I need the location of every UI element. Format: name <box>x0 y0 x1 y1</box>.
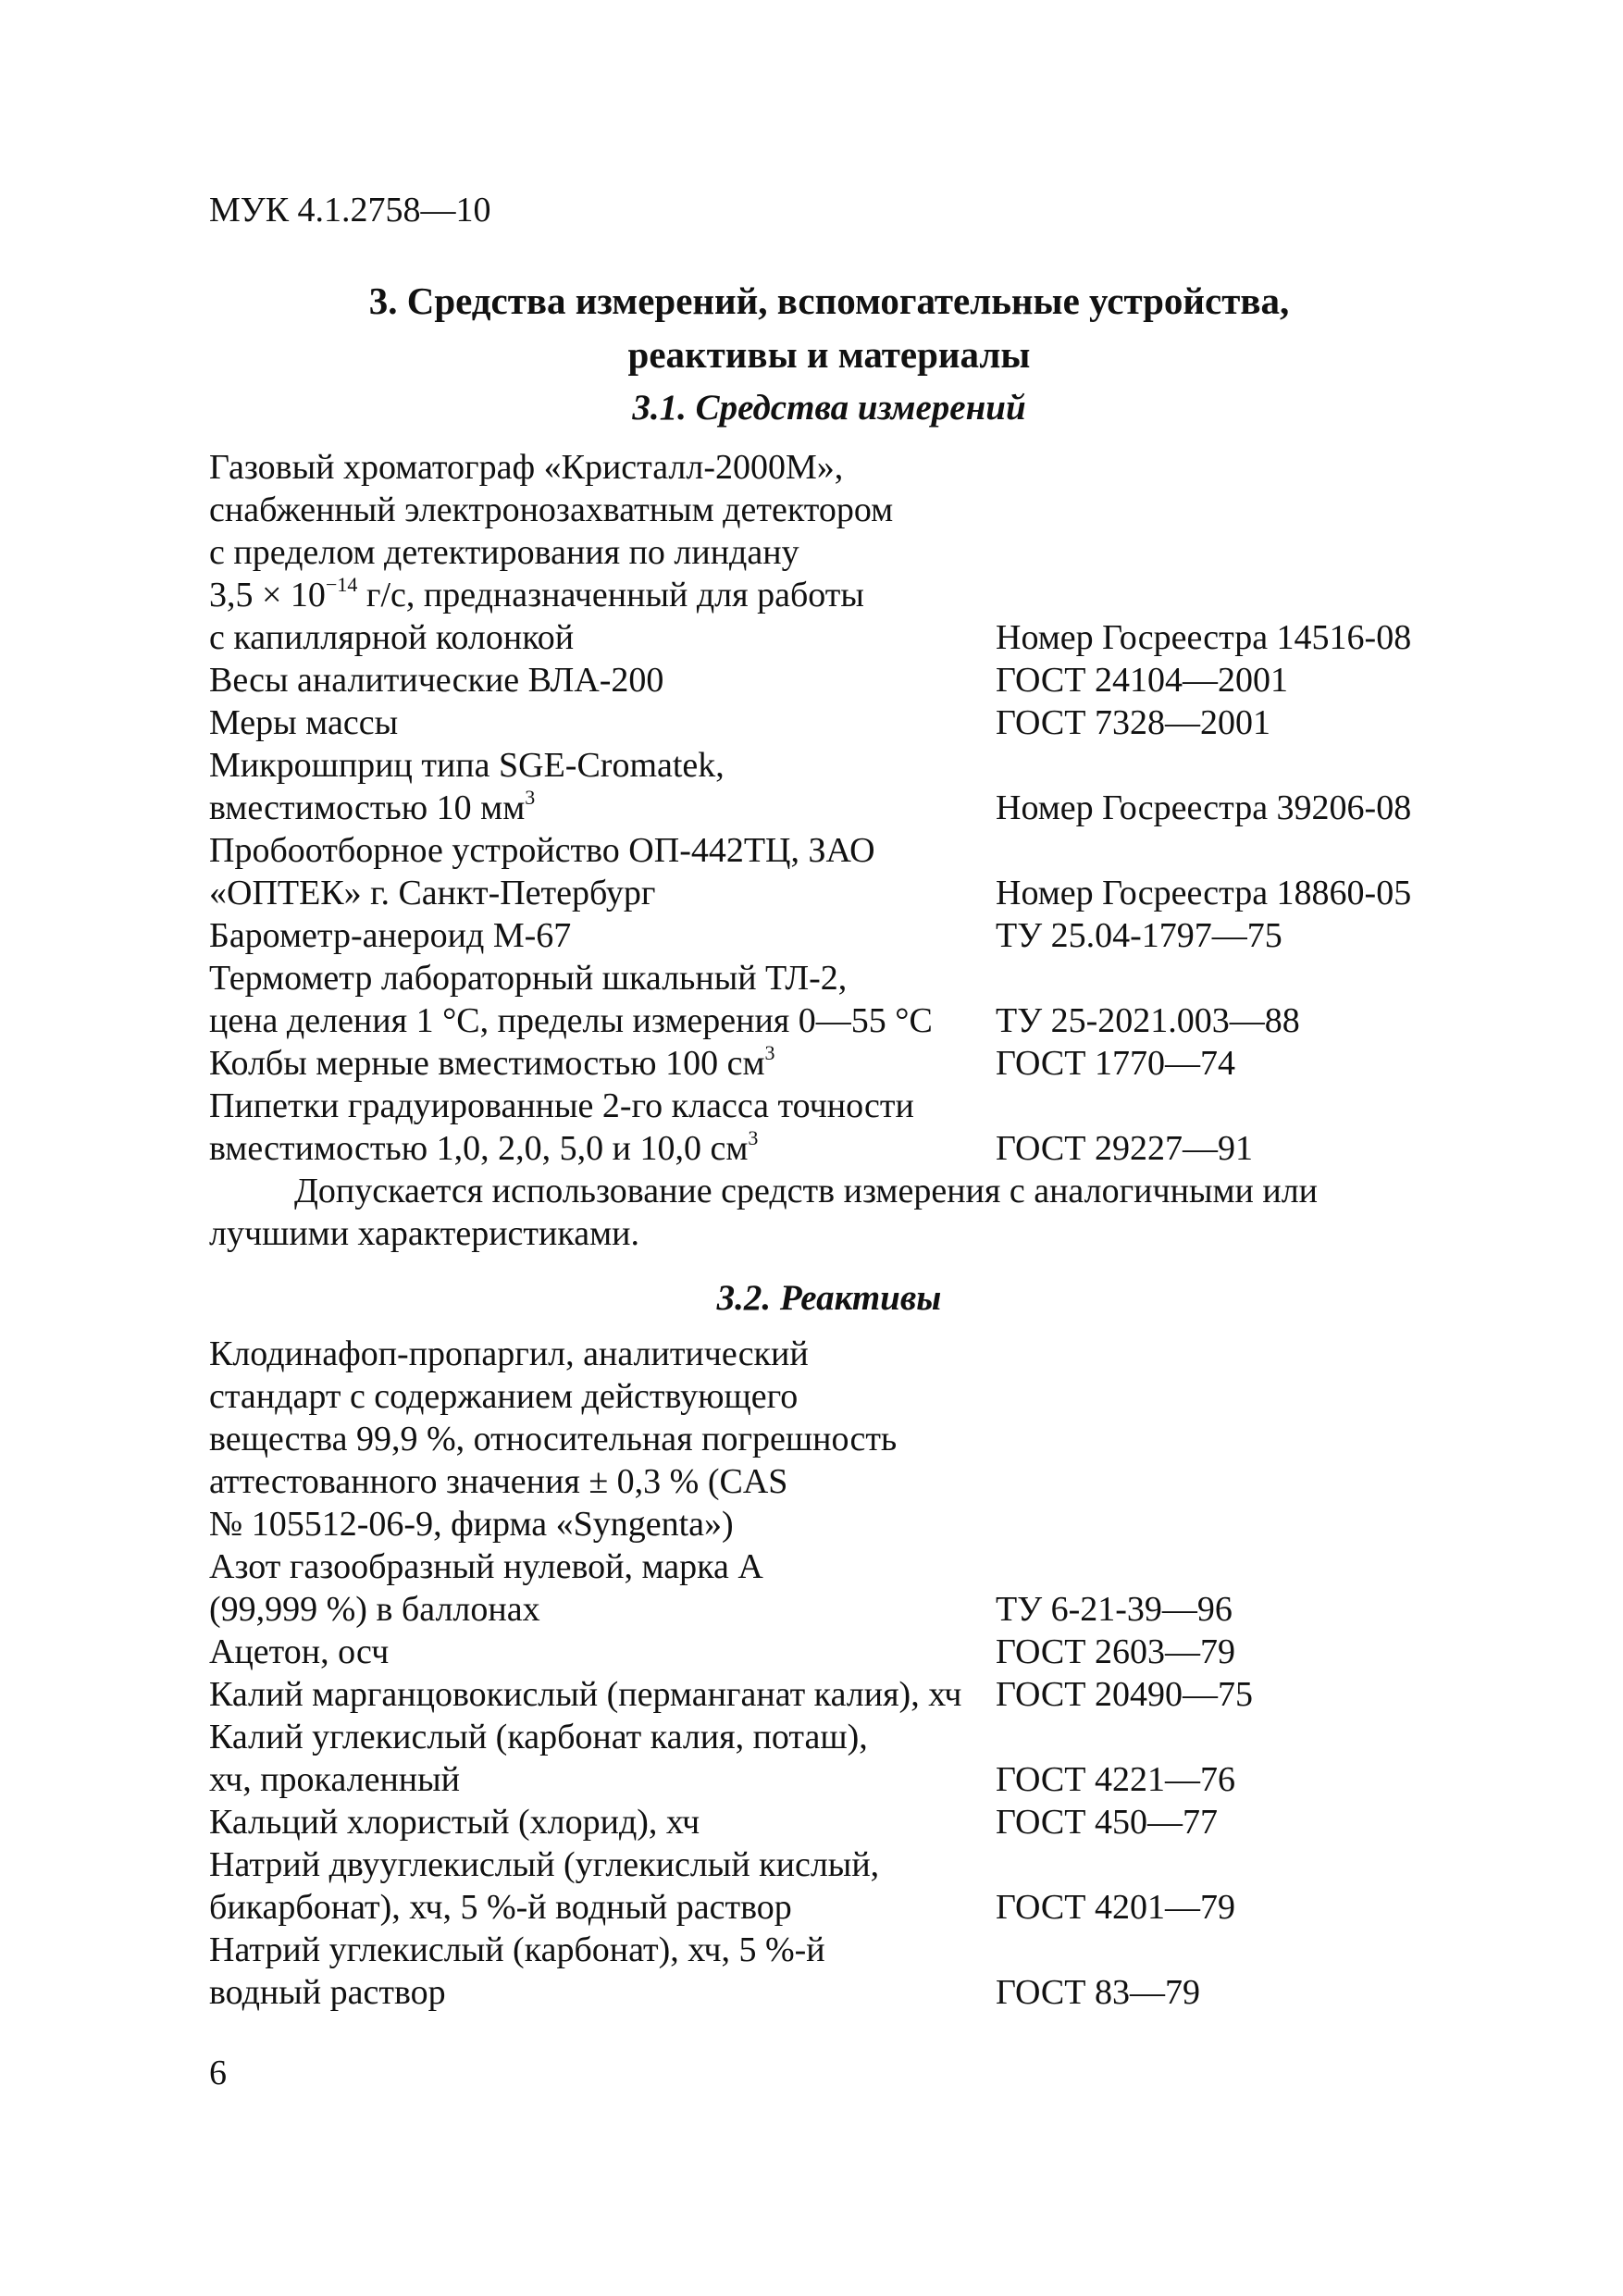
item-standard-ref: ГОСТ 7328—2001 <box>996 703 1270 742</box>
item-standard-ref: ГОСТ 24104—2001 <box>996 661 1288 700</box>
list-item <box>209 1801 1449 1843</box>
reagents-list <box>209 1333 1449 2014</box>
item-description: Барометр-анероид М-67 <box>209 916 572 955</box>
list-item <box>209 1716 1449 1801</box>
item-standard-ref: ГОСТ 83—79 <box>996 1973 1200 2012</box>
item-description: Пробоотборное устройство ОП-442ТЦ, ЗАО «ОПТЕК» г. Санкт-Петербург <box>209 831 875 912</box>
page-number: 6 <box>209 2054 227 2092</box>
item-description: Колбы мерные вместимостью 100 $см^3$ <box>209 1041 775 1083</box>
item-description: Калий марганцовокислый (перманганат калия), хч <box>209 1675 962 1714</box>
list-item <box>209 1929 1449 2014</box>
subsection-title-measurements: 3.1. Средства измерений <box>632 388 1026 428</box>
section-title-line-2: реактивы и материалы <box>627 333 1031 376</box>
subsection-title-reagents: 3.2. Реактивы <box>716 1278 942 1318</box>
section-title-line-1: 3. Средства измерений, вспомогательные устройства, <box>368 279 1290 322</box>
item-standard-ref: ГОСТ 1770—74 <box>996 1044 1235 1083</box>
list-item <box>209 1631 1449 1673</box>
item-description: Меры массы <box>209 703 399 742</box>
item-description: Пипетки градуированные 2-го класса точности вместимостью 1,0, 2,0, 5,0 и 10,0 $см^3$ <box>209 1086 914 1168</box>
item-description: Азот газообразный нулевой, марка А (99,999 %) в баллонах <box>209 1547 763 1629</box>
item-standard-ref: ТУ 25-2021.003—88 <box>996 1001 1300 1040</box>
item-standard-ref: ГОСТ 29227—91 <box>996 1129 1253 1168</box>
list-item <box>209 1843 1449 1929</box>
list-item <box>209 446 1449 659</box>
document-code: МУК 4.1.2758—10 <box>209 191 491 230</box>
list-item <box>209 957 1449 1042</box>
item-description: Ацетон, осч <box>209 1632 390 1671</box>
list-item <box>209 1042 1449 1085</box>
list-item <box>209 829 1449 914</box>
item-description: Натрий двууглекислый (углекислый кислый, бикарбонат), хч, 5 %-й водный раствор <box>209 1845 880 1927</box>
item-description: Газовый хроматограф «Кристалл-2000М», снабженный электронозахватным детектором с пределом детектирования по линдану $3,5 \times 10^{-14}$ г/с, предназначенный для работы с капиллярной колонкой <box>209 448 894 657</box>
list-item <box>209 744 1449 829</box>
item-standard-ref: ГОСТ 4221—76 <box>996 1760 1235 1799</box>
section-title <box>209 274 1449 381</box>
item-standard-ref: Номер Госреестра 14516-08 <box>996 618 1412 657</box>
item-description: Термометр лабораторный шкальный ТЛ-2, цена деления 1 °С, пределы измерения 0—55 °С <box>209 959 933 1040</box>
measurements-note: Допускается использование средств измерения с аналогичными или лучшими характеристиками. <box>209 1172 1318 1253</box>
measurements-list <box>209 446 1449 1170</box>
list-item <box>209 1673 1449 1716</box>
item-standard-ref: ТУ 25.04-1797—75 <box>996 916 1282 955</box>
item-description: Клодинафоп-пропаргил, аналитический стандарт с содержанием действующего вещества 99,9 %, относительная погрешность аттестованного значения ± 0,3 % (CAS № 105512-06-9, фирма «Syngenta») <box>209 1334 898 1544</box>
item-standard-ref: Номер Госреестра 18860-05 <box>996 874 1412 912</box>
item-standard-ref: ГОСТ 20490—75 <box>996 1675 1253 1714</box>
item-standard-ref: Номер Госреестра 39206-08 <box>996 788 1412 827</box>
item-standard-ref: ГОСТ 450—77 <box>996 1803 1218 1842</box>
item-description: Кальций хлористый (хлорид), хч <box>209 1803 700 1842</box>
list-item <box>209 701 1449 744</box>
item-standard-ref: ГОСТ 4201—79 <box>996 1888 1235 1927</box>
list-item <box>209 914 1449 957</box>
item-description: Калий углекислый (карбонат калия, поташ), хч, прокаленный <box>209 1718 868 1799</box>
item-description: Весы аналитические ВЛА-200 <box>209 661 664 700</box>
item-description: Натрий углекислый (карбонат), хч, 5 %-й водный раствор <box>209 1930 825 2012</box>
list-item <box>209 659 1449 701</box>
item-standard-ref: ТУ 6-21-39—96 <box>996 1590 1233 1629</box>
list-item <box>209 1085 1449 1170</box>
list-item <box>209 1545 1449 1631</box>
item-description: Микрошприц типа SGE-Cromatek, вместимостью 10 $мм^3$ <box>209 746 725 827</box>
item-standard-ref: ГОСТ 2603—79 <box>996 1632 1235 1671</box>
list-item <box>209 1333 1449 1545</box>
